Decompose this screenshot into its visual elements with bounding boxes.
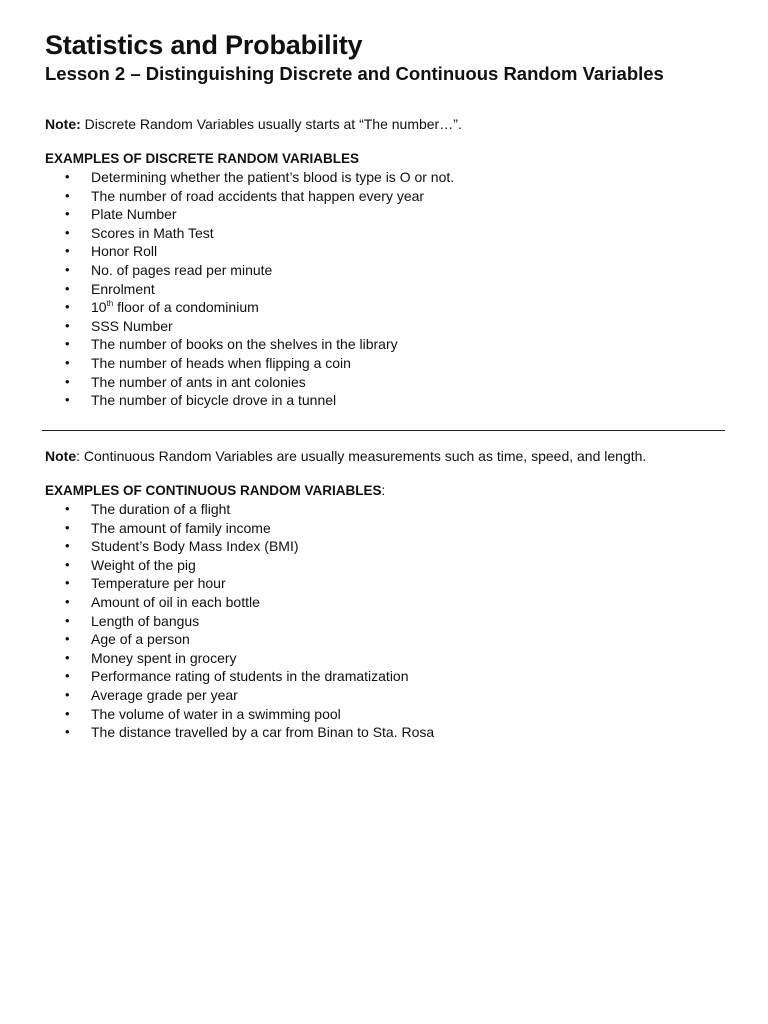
list-item: • Age of a person (65, 631, 190, 648)
list-item: • Honor Roll (65, 243, 158, 260)
bullet-icon: • (65, 705, 70, 721)
continuous-list (45, 500, 434, 742)
list-item: • Weight of the pig (65, 556, 196, 573)
list-item: • Performance rating of students in the dramatization (65, 668, 409, 685)
bullet-icon: • (65, 724, 70, 740)
continuous-heading: EXAMPLES OF CONTINUOUS RANDOM VARIABLES: (45, 483, 386, 498)
list-item: • Scores in Math Test (65, 224, 214, 241)
bullet-icon: • (65, 317, 70, 333)
bullet-icon: • (65, 392, 70, 408)
list-item: • The number of bicycle drove in a tunnel (65, 392, 337, 409)
continuous-note-text: : Continuous Random Variables are usually measurements such as time, speed, and length. (76, 448, 647, 464)
bullet-icon: • (65, 169, 70, 184)
list-item: • The amount of family income (65, 519, 271, 536)
bullet-icon: • (65, 243, 70, 259)
list-item: • The duration of a flight (65, 501, 231, 517)
bullet-icon: • (65, 354, 70, 370)
discrete-heading-text: EXAMPLES OF DISCRETE RANDOM VARIABLES (45, 151, 360, 166)
bullet-icon: • (65, 187, 70, 203)
bullet-icon: • (65, 631, 70, 647)
bullet-icon: • (65, 556, 70, 572)
bullet-icon: • (65, 501, 70, 516)
continuous-note-label: Note (45, 448, 77, 464)
list-item: • Average grade per year (65, 686, 238, 703)
bullet-icon: • (65, 649, 70, 665)
bullet-icon: • (65, 373, 70, 389)
list-item: • The number of road accidents that happen every year (65, 187, 425, 204)
bullet-icon: • (65, 612, 70, 628)
list-item: • Money spent in grocery (65, 649, 237, 666)
list-item: • SSS Number (65, 317, 173, 334)
list-item: • Amount of oil in each bottle (65, 593, 260, 610)
lesson-subtitle: Lesson 2 – Distinguishing Discrete and Continuous Random Variables (45, 63, 664, 84)
discrete-note-label: Note: (45, 116, 81, 132)
discrete-note-text: Discrete Random Variables usually starts at “The number…”. (80, 116, 462, 132)
page-title: Statistics and Probability (45, 30, 363, 60)
bullet-icon: • (65, 299, 70, 315)
ordinal-suffix: th (106, 299, 114, 309)
discrete-heading (45, 150, 359, 168)
bullet-icon: • (65, 336, 70, 352)
list-item: • Plate Number (65, 206, 177, 223)
bullet-icon: • (65, 668, 70, 684)
list-item: • Determining whether the patient’s blood is type is O or not. (65, 169, 455, 185)
list-item: • Student’s Body Mass Index (BMI) (65, 538, 299, 555)
list-item: • 10th floor of a condominium (65, 299, 259, 316)
list-item: • Enrolment (65, 280, 155, 297)
list-item: • The number of heads when flipping a coin (65, 354, 351, 371)
list-item: • The volume of water in a swimming pool (65, 705, 341, 722)
bullet-icon: • (65, 686, 70, 702)
bullet-icon: • (65, 206, 70, 222)
discrete-note (45, 115, 462, 133)
discrete-list (45, 168, 454, 410)
list-item: • Length of bangus (65, 612, 200, 629)
list-item: • The number of ants in ant colonies (65, 373, 306, 390)
bullet-icon: • (65, 224, 70, 240)
continuous-heading-text: EXAMPLES OF CONTINUOUS RANDOM VARIABLES (45, 483, 382, 498)
bullet-icon: • (65, 575, 70, 591)
bullet-icon: • (65, 538, 70, 554)
list-item: • Temperature per hour (65, 575, 226, 592)
bullet-icon: • (65, 593, 70, 609)
bullet-icon: • (65, 519, 70, 535)
list-item: • The number of books on the shelves in the library (65, 336, 398, 353)
list-item: • The distance travelled by a car from Binan to Sta. Rosa (65, 724, 435, 741)
bullet-icon: • (65, 280, 70, 296)
list-item: • No. of pages read per minute (65, 261, 273, 278)
section-divider (42, 430, 725, 431)
continuous-note (45, 447, 646, 465)
bullet-icon: • (65, 261, 70, 277)
